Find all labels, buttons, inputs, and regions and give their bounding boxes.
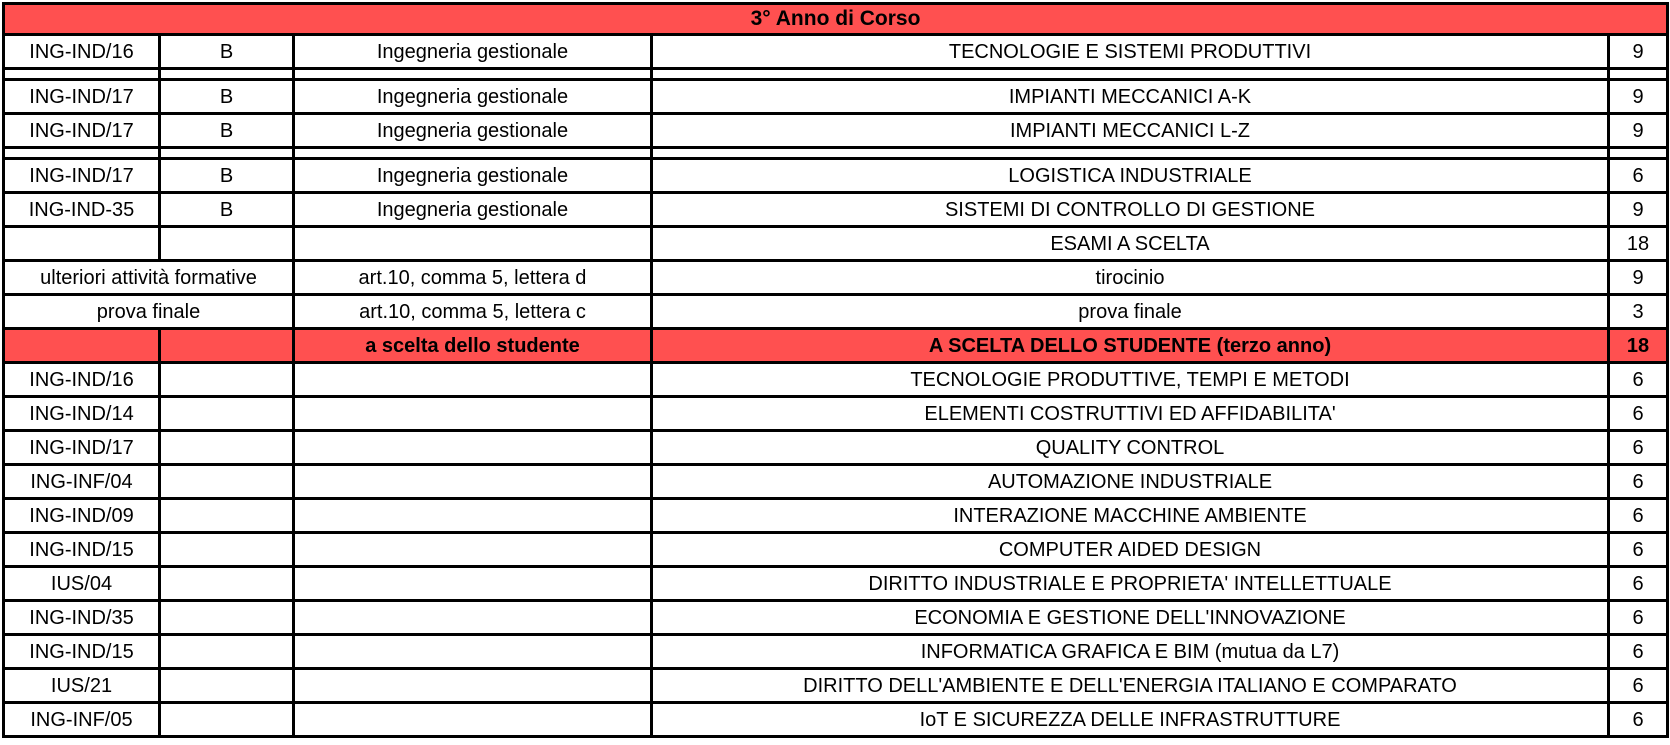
area-cell <box>294 227 652 261</box>
area-cell: a scelta dello studente <box>294 329 652 363</box>
area-cell <box>294 567 652 601</box>
activity-type-cell <box>160 601 294 635</box>
subject-code-cell: ING-INF/05 <box>4 703 160 737</box>
course-name-cell: ESAMI A SCELTA <box>652 227 1609 261</box>
course-name-cell <box>652 148 1609 159</box>
table-row <box>4 295 1668 329</box>
activity-type-cell <box>160 567 294 601</box>
subject-code-cell: ING-IND/15 <box>4 635 160 669</box>
activity-type-cell <box>160 69 294 80</box>
table-row <box>4 669 1668 703</box>
subject-code-cell: ING-IND/16 <box>4 363 160 397</box>
subject-code-cell: ING-IND/09 <box>4 499 160 533</box>
course-name-cell: prova finale <box>652 295 1609 329</box>
table-row <box>4 499 1668 533</box>
credits-cell: 6 <box>1609 397 1668 431</box>
subject-code-cell: ING-IND/17 <box>4 431 160 465</box>
course-name-cell: TECNOLOGIE PRODUTTIVE, TEMPI E METODI <box>652 363 1609 397</box>
subject-code-cell: ING-IND-35 <box>4 193 160 227</box>
course-name-cell: SISTEMI DI CONTROLLO DI GESTIONE <box>652 193 1609 227</box>
credits-cell: 9 <box>1609 35 1668 69</box>
course-name-cell: LOGISTICA INDUSTRIALE <box>652 159 1609 193</box>
credits-cell: 6 <box>1609 431 1668 465</box>
course-name-cell: ELEMENTI COSTRUTTIVI ED AFFIDABILITA' <box>652 397 1609 431</box>
credits-cell: 6 <box>1609 159 1668 193</box>
course-name-cell: IMPIANTI MECCANICI A-K <box>652 80 1609 114</box>
credits-cell: 6 <box>1609 567 1668 601</box>
subject-code-cell: prova finale <box>4 295 294 329</box>
table-row <box>4 635 1668 669</box>
credits-cell: 18 <box>1609 329 1668 363</box>
area-cell: art.10, comma 5, lettera d <box>294 261 652 295</box>
activity-type-cell: B <box>160 35 294 69</box>
area-cell: Ingegneria gestionale <box>294 159 652 193</box>
area-cell <box>294 363 652 397</box>
credits-cell: 9 <box>1609 261 1668 295</box>
course-name-cell: COMPUTER AIDED DESIGN <box>652 533 1609 567</box>
subject-code-cell: ING-IND/16 <box>4 35 160 69</box>
highlight-row <box>4 329 1668 363</box>
course-name-cell: QUALITY CONTROL <box>652 431 1609 465</box>
activity-type-cell <box>160 227 294 261</box>
table-row <box>4 703 1668 737</box>
activity-type-cell: B <box>160 193 294 227</box>
activity-type-cell <box>160 329 294 363</box>
course-name-cell: TECNOLOGIE E SISTEMI PRODUTTIVI <box>652 35 1609 69</box>
subject-code-cell: IUS/04 <box>4 567 160 601</box>
credits-cell: 6 <box>1609 363 1668 397</box>
subject-code-cell: ING-IND/17 <box>4 114 160 148</box>
credits-cell: 6 <box>1609 635 1668 669</box>
credits-cell: 6 <box>1609 499 1668 533</box>
area-cell: Ingegneria gestionale <box>294 114 652 148</box>
area-cell <box>294 533 652 567</box>
area-cell <box>294 669 652 703</box>
area-cell: art.10, comma 5, lettera c <box>294 295 652 329</box>
subject-code-cell: ING-IND/14 <box>4 397 160 431</box>
course-name-cell: IoT E SICUREZZA DELLE INFRASTRUTTURE <box>652 703 1609 737</box>
credits-cell: 6 <box>1609 465 1668 499</box>
area-cell <box>294 69 652 80</box>
credits-cell: 6 <box>1609 669 1668 703</box>
subject-code-cell: ING-IND/17 <box>4 80 160 114</box>
area-cell: Ingegneria gestionale <box>294 35 652 69</box>
table-row <box>4 35 1668 69</box>
credits-cell: 6 <box>1609 703 1668 737</box>
area-cell: Ingegneria gestionale <box>294 193 652 227</box>
area-cell <box>294 703 652 737</box>
activity-type-cell <box>160 669 294 703</box>
area-cell <box>294 635 652 669</box>
credits-cell <box>1609 148 1668 159</box>
course-name-cell <box>652 69 1609 80</box>
table-row <box>4 159 1668 193</box>
course-name-cell: ECONOMIA E GESTIONE DELL'INNOVAZIONE <box>652 601 1609 635</box>
table-row <box>4 431 1668 465</box>
area-cell: Ingegneria gestionale <box>294 80 652 114</box>
area-cell <box>294 431 652 465</box>
activity-type-cell <box>160 148 294 159</box>
activity-type-cell: B <box>160 159 294 193</box>
credits-cell: 9 <box>1609 114 1668 148</box>
activity-type-cell <box>160 465 294 499</box>
course-name-cell: AUTOMAZIONE INDUSTRIALE <box>652 465 1609 499</box>
subject-code-cell <box>4 329 160 363</box>
table-title: 3° Anno di Corso <box>4 4 1668 35</box>
subject-code-cell: IUS/21 <box>4 669 160 703</box>
table-row <box>4 114 1668 148</box>
credits-cell: 18 <box>1609 227 1668 261</box>
subject-code-cell: ulteriori attività formative <box>4 261 294 295</box>
area-cell <box>294 148 652 159</box>
credits-cell: 6 <box>1609 601 1668 635</box>
table-row <box>4 465 1668 499</box>
table-row <box>4 80 1668 114</box>
course-name-cell: DIRITTO INDUSTRIALE E PROPRIETA' INTELLETTUALE <box>652 567 1609 601</box>
table-row <box>4 261 1668 295</box>
area-cell <box>294 499 652 533</box>
course-name-cell: DIRITTO DELL'AMBIENTE E DELL'ENERGIA ITALIANO E COMPARATO <box>652 669 1609 703</box>
course-name-cell: IMPIANTI MECCANICI L-Z <box>652 114 1609 148</box>
subject-code-cell: ING-IND/35 <box>4 601 160 635</box>
activity-type-cell <box>160 397 294 431</box>
table-row <box>4 193 1668 227</box>
spacer-row <box>4 69 1668 80</box>
activity-type-cell <box>160 703 294 737</box>
activity-type-cell <box>160 533 294 567</box>
activity-type-cell <box>160 499 294 533</box>
course-table-body <box>4 4 1668 737</box>
table-row <box>4 363 1668 397</box>
course-name-cell: A SCELTA DELLO STUDENTE (terzo anno) <box>652 329 1609 363</box>
course-plan-table <box>2 2 1669 738</box>
subject-code-cell: ING-IND/17 <box>4 159 160 193</box>
activity-type-cell <box>160 431 294 465</box>
subject-code-cell: ING-IND/15 <box>4 533 160 567</box>
area-cell <box>294 465 652 499</box>
subject-code-cell <box>4 69 160 80</box>
credits-cell <box>1609 69 1668 80</box>
subject-code-cell <box>4 227 160 261</box>
area-cell <box>294 397 652 431</box>
table-row <box>4 533 1668 567</box>
subject-code-cell: ING-INF/04 <box>4 465 160 499</box>
credits-cell: 9 <box>1609 80 1668 114</box>
course-name-cell: INTERAZIONE MACCHINE AMBIENTE <box>652 499 1609 533</box>
subject-code-cell <box>4 148 160 159</box>
table-row <box>4 567 1668 601</box>
table-row <box>4 227 1668 261</box>
credits-cell: 6 <box>1609 533 1668 567</box>
table-row <box>4 601 1668 635</box>
title-row <box>4 4 1668 35</box>
area-cell <box>294 601 652 635</box>
table-row <box>4 397 1668 431</box>
spacer-row <box>4 148 1668 159</box>
activity-type-cell: B <box>160 80 294 114</box>
activity-type-cell <box>160 363 294 397</box>
credits-cell: 9 <box>1609 193 1668 227</box>
course-name-cell: tirocinio <box>652 261 1609 295</box>
course-name-cell: INFORMATICA GRAFICA E BIM (mutua da L7) <box>652 635 1609 669</box>
credits-cell: 3 <box>1609 295 1668 329</box>
activity-type-cell: B <box>160 114 294 148</box>
activity-type-cell <box>160 635 294 669</box>
